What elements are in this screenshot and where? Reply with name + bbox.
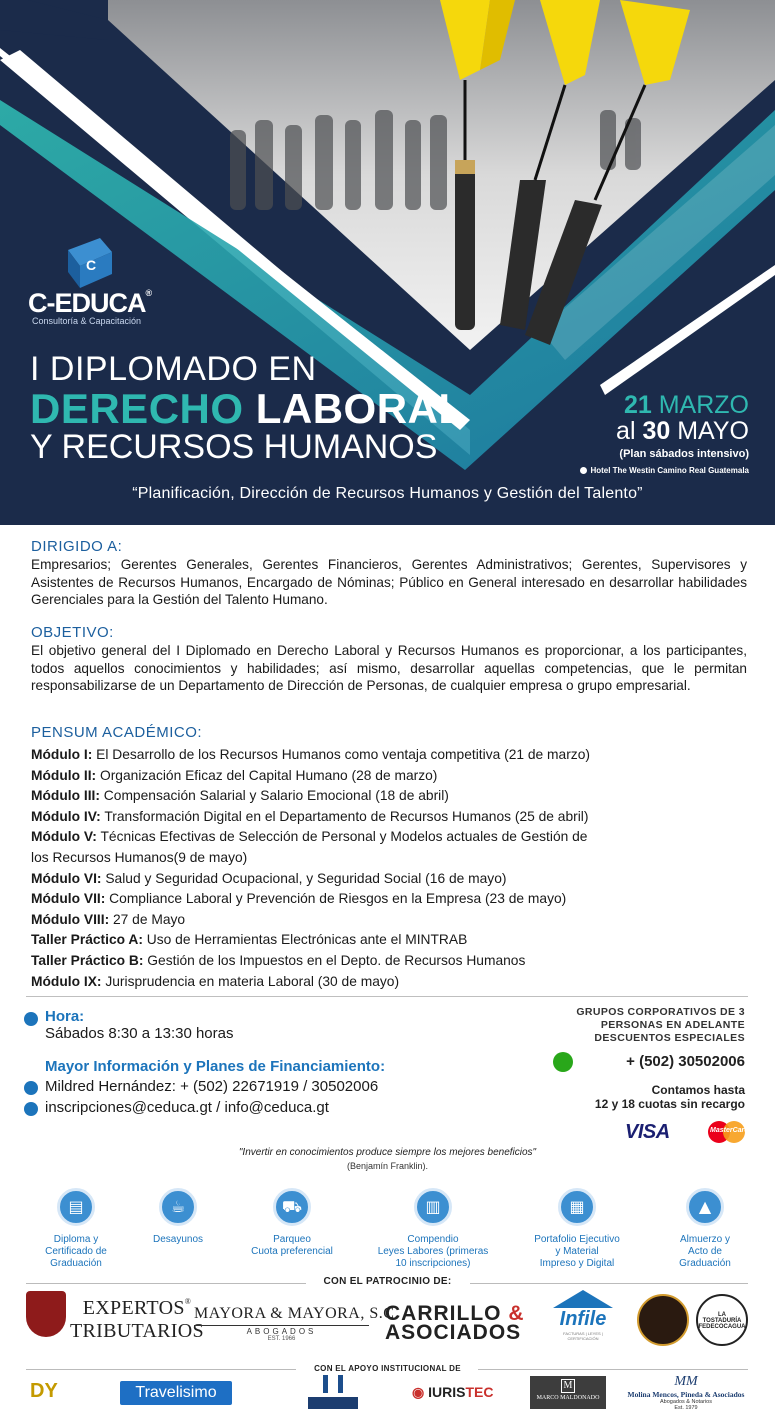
phone-contact[interactable]: Mildred Hernández: + (502) 22671919 / 30502006 bbox=[45, 1078, 379, 1095]
benefit-parqueo: ⛟ Parqueo Cuota preferencial bbox=[232, 1188, 352, 1258]
benefit-desayunos: ☕ Desayunos bbox=[118, 1188, 238, 1246]
info-label: Mayor Información y Planes de Financiamiento: bbox=[45, 1058, 386, 1075]
certificate-icon: ▤ bbox=[57, 1188, 95, 1226]
module-list bbox=[31, 745, 747, 992]
logo-subtitle: Consultoría & Capacitación bbox=[32, 316, 142, 326]
tostaduria-logo: LA TOSTADURÍA FEDECOCAGUA bbox=[696, 1294, 748, 1346]
scales-icon bbox=[26, 1291, 66, 1337]
benefit-almuerzo: ▲ Almuerzo y Acto de Graduación bbox=[645, 1188, 765, 1270]
tagline: “Planificación, Dirección de Recursos Humanos y Gestión del Talento” bbox=[132, 485, 643, 502]
module-item: Módulo VII: Compliance Laboral y Prevención de Riesgos en la Empresa (23 de mayo) bbox=[31, 891, 567, 907]
module-item: Módulo VI: Salud y Seguridad Ocupacional, y Seguridad Social (16 de mayo) bbox=[31, 870, 507, 886]
hora-label: Hora: bbox=[45, 1008, 85, 1025]
pensum-title: PENSUM ACADÉMICO: bbox=[31, 724, 203, 741]
infile-logo: Infile FACTURAS | LEYES | CERTIFICACIÓN bbox=[548, 1290, 618, 1341]
sponsors-title: CON EL PATROCINIO DE: bbox=[323, 1276, 452, 1287]
graduation-cap-icon: ▲ bbox=[686, 1188, 724, 1226]
installments-info: Contamos hasta 12 y 18 cuotas sin recargo bbox=[594, 1083, 745, 1111]
travelisimo-logo: Travelisimo bbox=[120, 1381, 232, 1405]
portfolio-icon: ▦ bbox=[558, 1188, 596, 1226]
module-item: Módulo II: Organización Eficaz del Capital Humano (28 de marzo) bbox=[31, 767, 438, 783]
mail-icon bbox=[24, 1102, 38, 1116]
module-item: Módulo IV: Transformación Digital en el Departamento de Recursos Humanos (25 de abril) bbox=[31, 808, 589, 824]
module-item: los Recursos Humanos(9 de mayo) bbox=[31, 849, 248, 865]
title-line-1: I DIPLOMADO EN bbox=[30, 350, 317, 388]
whatsapp-number[interactable]: + (502) 30502006 bbox=[626, 1053, 745, 1070]
apoyo-title: CON EL APOYO INSTITUCIONAL DE bbox=[314, 1364, 461, 1373]
divider bbox=[26, 996, 748, 997]
module-item: Módulo VIII: 27 de Mayo bbox=[31, 911, 186, 927]
module-item: Módulo V: Técnicas Efectivas de Selección de Personal y Modelos actuales de Gestión de bbox=[31, 829, 588, 845]
book-icon bbox=[64, 232, 116, 290]
gobierno-logo bbox=[306, 1375, 360, 1417]
phone-icon bbox=[24, 1081, 38, 1095]
parking-icon: ⛟ bbox=[273, 1188, 311, 1226]
objetivo-text: El objetivo general del I Diplomado en Derecho Laboral y Recursos Humanos es proporcionar, a los participantes, todos aquellos conocimientos y habilidades; así mismo, desarrollar aquellas competencias, que le permitan responsabilizarse de un Departamento de Dirección de Personas, de cualquier empresa o grupo empresarial. bbox=[31, 643, 747, 693]
location-pin-icon bbox=[580, 467, 587, 474]
marco-maldonado-logo: M MARCO MALDONADO bbox=[530, 1376, 606, 1409]
dirigido-text: Empresarios; Gerentes Generales, Gerentes Financieros, Gerentes Administrativos; Gerentes, Supervisores y Asistentes de Recursos Humanos, Encargado de Nóminas; Público en General interesado en desarrollar habilidades Gerenciales para la Gestión del Talento Humano. bbox=[31, 557, 747, 607]
carrillo-logo: CARRILLO & ASOCIADOS bbox=[385, 1302, 525, 1344]
quote-text: "Invertir en conocimientos produce siempre los mejores beneficios" bbox=[238, 1147, 537, 1158]
visa-logo: VISA bbox=[625, 1121, 670, 1143]
expertos-tributarios-logo: EXPERTOS® TRIBUTARIOS bbox=[26, 1287, 186, 1343]
module-item: Taller Práctico B: Gestión de los Impuestos en el Depto. de Recursos Humanos bbox=[31, 952, 526, 968]
mayora-logo: MAYORA & MAYORA, S.C. ABOGADOS EST. 1966 bbox=[194, 1305, 399, 1342]
iuristec-logo: ◉ IURISTEC bbox=[412, 1384, 494, 1400]
coffee-badge-logo bbox=[637, 1294, 689, 1346]
group-discount: GRUPOS CORPORATIVOS DE 3 PERSONAS EN ADELANTE DESCUENTOS ESPECIALES bbox=[576, 1006, 745, 1044]
ceduca-logo: C C-EDUCA® Consultoría & Capacitación bbox=[28, 232, 158, 327]
quote-author: (Benjamín Franklin). bbox=[346, 1161, 429, 1171]
molina-mencos-logo: MM Molina Mencos, Pineda & Asociados Abogados & Notarios Est. 1979 bbox=[627, 1374, 745, 1411]
dy-logo: DY bbox=[30, 1380, 58, 1402]
header-banner bbox=[0, 0, 775, 525]
whatsapp-icon bbox=[553, 1052, 573, 1072]
breakfast-icon: ☕ bbox=[159, 1188, 197, 1226]
mastercard-logo: MasterCard bbox=[708, 1121, 746, 1143]
book-icon: ▥ bbox=[414, 1188, 452, 1226]
dirigido-title: DIRIGIDO A: bbox=[31, 538, 123, 555]
title-line-2: DERECHO LABORAL bbox=[30, 385, 465, 432]
module-item: Módulo I: El Desarrollo de los Recursos Humanos como ventaja competitiva (21 de marzo) bbox=[31, 747, 590, 762]
svg-text:C: C bbox=[86, 257, 97, 273]
module-item: Módulo III: Compensación Salarial y Salario Emocional (18 de abril) bbox=[31, 788, 449, 804]
benefit-diploma: ▤ Diploma y Certificado de Graduación bbox=[16, 1188, 136, 1270]
title-line-3: Y RECURSOS HUMANOS bbox=[30, 428, 438, 466]
hora-value: Sábados 8:30 a 13:30 horas bbox=[45, 1025, 234, 1042]
module-item: Taller Práctico A: Uso de Herramientas Electrónicas ante el MINTRAB bbox=[31, 932, 468, 948]
benefit-portafolio: ▦ Portafolio Ejecutivo y Material Impreso y Digital bbox=[517, 1188, 637, 1270]
clock-icon bbox=[24, 1012, 38, 1026]
iuristec-icon: ◉ bbox=[412, 1384, 425, 1400]
module-item: Módulo IX: Jurisprudencia en materia Laboral (30 de mayo) bbox=[31, 973, 400, 989]
course-dates: 21 MARZO al 30 MAYO (Plan sábados intensivo) Hotel The Westin Camino Real Guatemala bbox=[580, 391, 749, 475]
email-contact[interactable]: inscripciones@ceduca.gt / info@ceduca.gt bbox=[45, 1099, 329, 1116]
benefit-compendio: ▥ Compendio Leyes Labores (primeras 10 inscripciones) bbox=[373, 1188, 493, 1270]
objetivo-title: OBJETIVO: bbox=[31, 624, 114, 641]
